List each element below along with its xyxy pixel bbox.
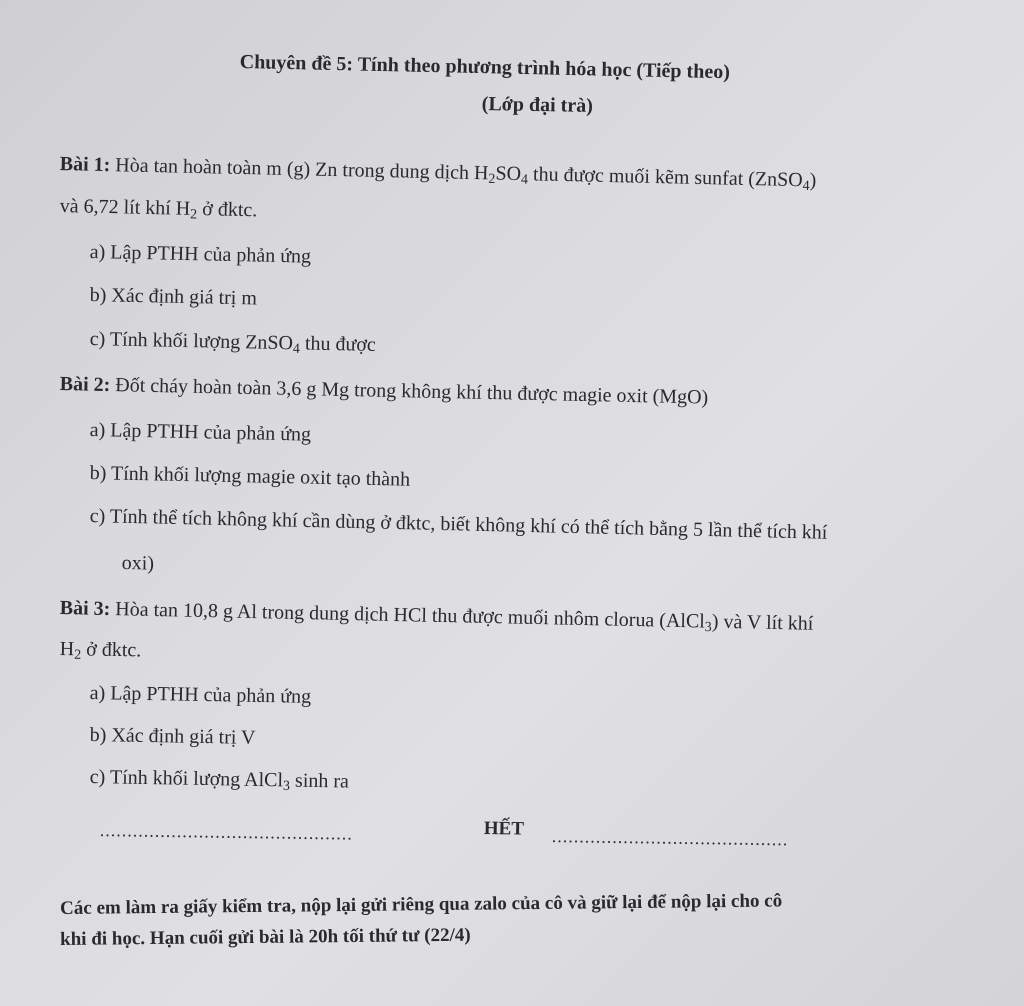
- exercise-2-text: Đốt cháy hoàn toàn 3,6 g Mg trong không khí thu được magie oxit (MgO): [110, 374, 709, 409]
- exercise-1-line2-sub: 2: [189, 207, 198, 223]
- exercise-1-sub-d: 4: [520, 172, 529, 188]
- exercise-2-label: Bài 2:: [59, 372, 111, 397]
- exercise-3-text-a: Hòa tan 10,8 g Al trong dung dịch HCl thu được muối nhôm clorua (AlCl: [110, 598, 706, 633]
- exercise-3-line-1: [59, 596, 813, 639]
- exercise-1-text-e: thu được muối kẽm sunfat (ZnSO: [527, 163, 803, 192]
- exercise-1-text-g: ): [809, 169, 817, 192]
- exercise-3-item-a: a) Lập PTHH của phản ứng: [89, 681, 312, 708]
- exercise-3-item-c-sub: 3: [282, 778, 291, 794]
- exercise-1-item-c-sub: 4: [292, 341, 300, 357]
- exercise-2-line-1: [59, 372, 708, 410]
- exercise-3-item-c-a: c) Tính khối lượng AlCl: [89, 765, 284, 792]
- page-subtitle: (Lớp đại trà): [481, 92, 594, 117]
- exercise-3-line2-a: H: [59, 637, 75, 661]
- exercise-2-item-c: c) Tính thể tích không khí cần dùng ở đktc, biết không khí có thể tích bằng 5 lần thể tích khí: [89, 504, 828, 544]
- end-marker: HẾT: [483, 818, 525, 840]
- exercise-3-item-c-c: sinh ra: [289, 769, 350, 793]
- exercise-1-item-b: b) Xác định giá trị m: [89, 283, 258, 310]
- exercise-3-text-c: ) và V lít khí: [711, 610, 814, 635]
- exercise-2-item-a: a) Lập PTHH của phản ứng: [89, 418, 312, 446]
- exercise-1-item-a: a) Lập PTHH của phản ứng: [89, 240, 312, 268]
- exercise-1-sub-b: 2: [488, 171, 496, 188]
- dots-left: ..............................................: [99, 820, 353, 844]
- page-title: Chuyên đề 5: Tính theo phương trình hóa học (Tiếp theo): [239, 50, 731, 84]
- exercise-3-item-b: b) Xác định giá trị V: [89, 723, 256, 749]
- exercise-1-line-1: [59, 152, 816, 196]
- exercise-1-label: Bài 1:: [59, 152, 111, 177]
- exercise-3-sub-b: 3: [704, 620, 712, 636]
- exercise-1-line2-c: ở đktc.: [197, 198, 258, 222]
- exercise-3-label: Bài 3:: [59, 596, 111, 621]
- exercise-1-text-c: SO: [495, 162, 522, 186]
- exercise-1-sub-f: 4: [802, 178, 810, 194]
- exercise-3-line-2: [60, 637, 142, 666]
- exercise-1-item-c-c: thu được: [299, 332, 377, 356]
- dots-right: ...........................................: [551, 826, 789, 850]
- exercise-1-line2-a: và 6,72 lít khí H: [59, 194, 191, 220]
- exercise-1-item-c-a: c) Tính khối lượng ZnSO: [89, 327, 294, 355]
- exercise-3-line2-c: ở đktc.: [81, 638, 142, 662]
- exercise-2-item-c-cont: oxi): [121, 551, 155, 575]
- footer-note-line-1: Các em làm ra giấy kiểm tra, nộp lại gửi riêng qua zalo của cô và giữ lại để nộp lại cho cô: [60, 890, 783, 919]
- exercise-3-item-c: [90, 765, 350, 797]
- exercise-3-line2-sub: 2: [74, 647, 82, 663]
- exercise-1-item-c: [89, 327, 376, 360]
- exercise-1-text-a: Hòa tan hoàn toàn m (g) Zn trong dung dịch H: [110, 154, 489, 185]
- exercise-2-item-b: b) Tính khối lượng magie oxit tạo thành: [89, 461, 411, 491]
- exercise-1-line-2: [59, 194, 257, 226]
- footer-note-line-2: khi đi học. Hạn cuối gửi bài là 20h tối thứ tư (22/4): [60, 924, 471, 950]
